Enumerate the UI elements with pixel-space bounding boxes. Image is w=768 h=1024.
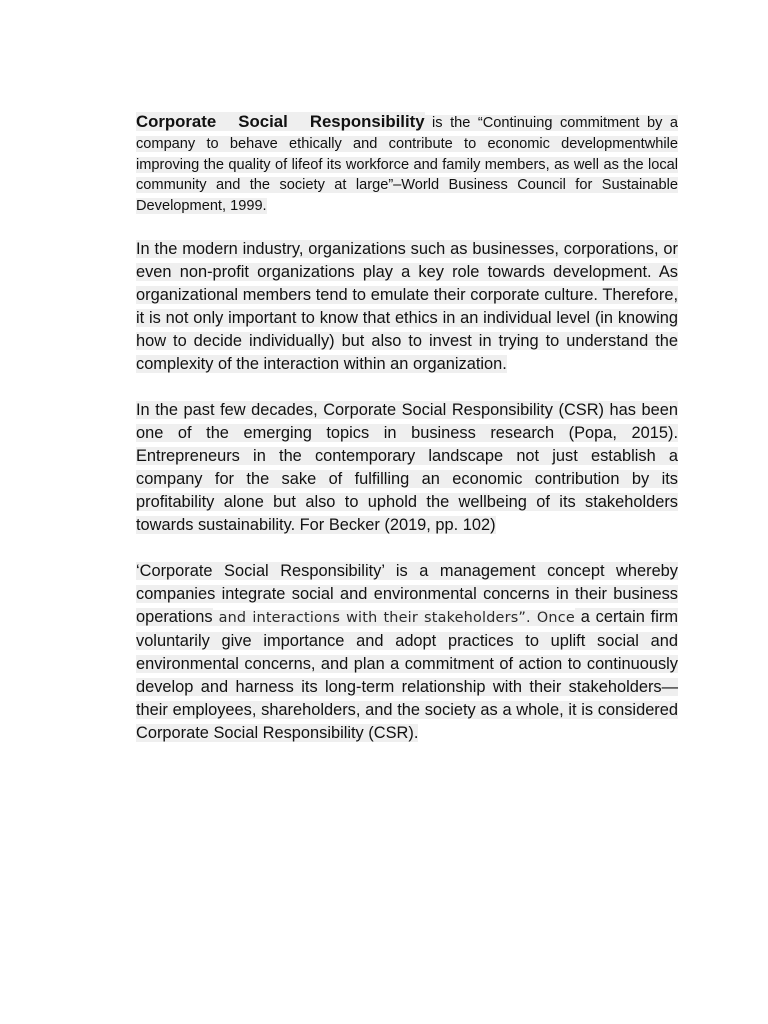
paragraph-csr-definition bbox=[136, 112, 678, 217]
paragraph-management-concept bbox=[136, 560, 678, 745]
past-decades-text: In the past few decades, Corporate Social Responsibility (CSR) has been one of the emerging topics in business research (Popa, 2015). Entrepreneurs in the contemporary landscape not just establish a company for the sake of fulfilling an economic contribution by its profitability alone but also to uphold the wellbeing of its stakeholders towards sustainability. For Becker (2019, pp. 102) bbox=[136, 400, 678, 534]
csr-heading-term: Corporate Social Responsibility bbox=[136, 112, 425, 131]
management-concept-text-a: ‘Corporate Social Responsibility’ is a management concept whereby companies integrate social and environmental concerns in their business operations bbox=[136, 561, 678, 626]
paragraph-past-decades bbox=[136, 399, 678, 537]
management-concept-text-b: and interactions with their stakeholders”. Once bbox=[212, 609, 575, 626]
paragraph-modern-industry bbox=[136, 238, 678, 376]
modern-industry-text: In the modern industry, organizations such as businesses, corporations, or even non-profit organizations play a key role towards development. As organizational members tend to emulate their corporate culture. Therefore, it is not only important to know that ethics in an individual level (in knowing how to decide individually) but also to invest in trying to understand the complexity of the interaction within an organization. bbox=[136, 239, 678, 373]
csr-definition-text: is the “Continuing commitment by a company to behave ethically and contribute to economic developmentwhile improving the quality of lifeof its workforce and family members, as well as the local community and the society at large”–World Business Council for Sustainable Development, 1999. bbox=[136, 115, 678, 215]
document-body bbox=[136, 112, 678, 745]
management-concept-text-c: a certain firm voluntarily give importance and adopt practices to uplift social and environmental concerns, and plan a commitment of action to continuously develop and harness its long-term relationship with their stakeholders—their employees, shareholders, and the society as a whole, it is considered Corporate Social Responsibility (CSR). bbox=[136, 607, 678, 742]
